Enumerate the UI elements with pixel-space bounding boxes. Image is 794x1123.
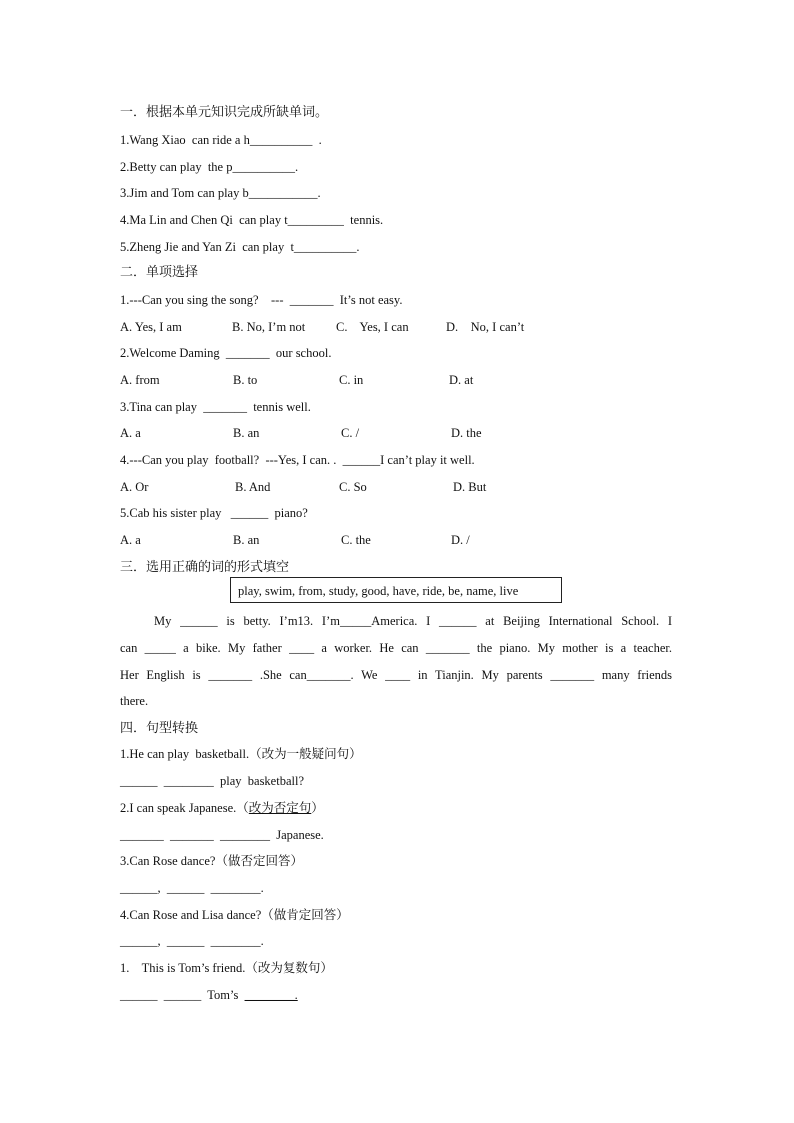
transform-answer-3: ______, ______ ________. [120,881,264,895]
options-2 [120,372,680,388]
option-b: B. an [233,426,260,440]
option-b: B. No, I’m not [232,320,306,334]
passage-line-4: there. [120,694,149,708]
answer-text: ______ ______ Tom’s [120,988,245,1002]
option-b: B. And [235,480,271,494]
question-3: 3.Tina can play _______ tennis well. [120,400,311,414]
question-2: 2.Welcome Daming _______ our school. [120,346,332,360]
transform-question-4: 4.Can Rose and Lisa dance?（做肯定回答） [120,908,349,922]
transform-answer-2: _______ _______ ________ Japanese. [120,828,324,842]
transform-question-1: 1.He can play basketball.（改为一般疑问句） [120,747,362,761]
options-1 [120,319,680,335]
question-close: ） [311,801,324,815]
instruction-underlined: 改为否定句 [248,801,312,815]
options-5 [120,532,680,548]
option-c: C. / [341,426,360,440]
section1-item-3: 3.Jim and Tom can play b___________. [120,186,321,200]
transform-answer-5 [120,987,298,1003]
option-c: C. So [339,480,367,494]
passage-line-1: My ______ is betty. I’m13. I’m_____America. I ______ at Beijing International School. I [154,614,672,628]
section2-heading: 二．单项选择 [120,264,199,279]
option-d: D. But [453,480,487,494]
section1-item-5: 5.Zheng Jie and Yan Zi can play t__________. [120,240,360,254]
options-4 [120,479,680,495]
option-a: A. Yes, I am [120,320,182,334]
option-c: C. Yes, I can [336,320,409,334]
section4-heading: 四．句型转换 [120,720,199,735]
option-c: C. the [341,533,371,547]
option-d: D. at [449,373,474,387]
option-d: D. No, I can’t [446,320,525,334]
transform-answer-1: ______ ________ play basketball? [120,774,304,788]
transform-question-5: 1. This is Tom’s friend.（改为复数句） [120,961,333,975]
option-b: B. to [233,373,258,387]
passage-line-2: can _____ a bike. My father ____ a worker. He can _______ the piano. My mother is a teacher. [120,641,672,655]
option-a: A. a [120,426,141,440]
section1-heading: 一．根据本单元知识完成所缺单词。 [120,104,329,119]
question-text: 2.I can speak Japanese.（ [120,801,249,815]
option-a: A. Or [120,480,149,494]
option-c: C. in [339,373,364,387]
option-a: A. a [120,533,141,547]
question-1: 1.---Can you sing the song? --- _______ It’s not easy. [120,293,403,307]
section1-item-1: 1.Wang Xiao can ride a h__________ . [120,133,322,147]
option-b: B. an [233,533,260,547]
transform-question-2 [120,800,324,816]
question-4: 4.---Can you play football? ---Yes, I can. . ______I can’t play it well. [120,453,475,467]
question-5: 5.Cab his sister play ______ piano? [120,506,308,520]
option-d: D. the [451,426,482,440]
transform-answer-4: ______, ______ ________. [120,934,264,948]
option-d: D. / [451,533,470,547]
option-a: A. from [120,373,160,387]
section1-item-2: 2.Betty can play the p__________. [120,160,299,174]
transform-question-3: 3.Can Rose dance?（做否定回答） [120,854,303,868]
passage-line-3: Her English is _______ .She can_______. We ____ in Tianjin. My parents _______ many friends [120,668,672,682]
section1-item-4: 4.Ma Lin and Chen Qi can play t_________ tennis. [120,213,384,227]
options-3 [120,425,680,441]
answer-blank-underlined: ________. [244,988,298,1002]
word-box: play, swim, from, study, good, have, ride, be, name, live [230,577,562,603]
section3-heading: 三．选用正确的词的形式填空 [120,559,290,574]
